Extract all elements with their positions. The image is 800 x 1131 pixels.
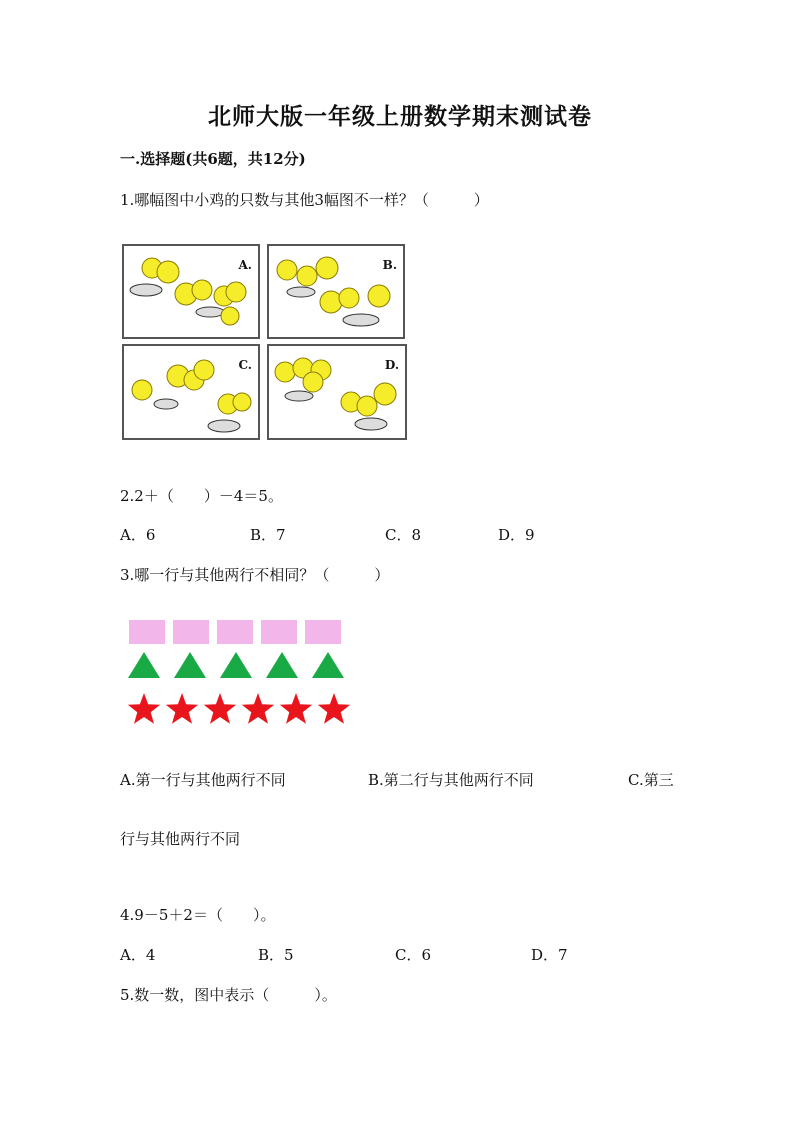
question-3: 3.哪一行与其他两行不相同？（ ） [120, 566, 390, 584]
panel-a-label: A. [238, 258, 252, 272]
panel-b [267, 244, 405, 339]
shape-rows-figure [120, 610, 360, 735]
triangle-shape [312, 652, 344, 678]
star-shape [242, 693, 274, 724]
star-shape [318, 693, 350, 724]
question-2: 2.2＋（ ）－4＝5。 [120, 487, 283, 505]
panel-a [122, 244, 260, 339]
q2-option-a[interactable]: A．6 [120, 526, 156, 544]
triangle-shape [174, 652, 206, 678]
chicks-illustration [124, 346, 262, 442]
star-shape [204, 693, 236, 724]
q3-option-c-wrap[interactable]: 行与其他两行不同 [120, 830, 241, 848]
question-5: 5.数一数，图中表示（ ）。 [120, 986, 337, 1004]
triangle-shape [220, 652, 252, 678]
panel-c-label: C. [238, 358, 252, 372]
chicks-illustration [269, 246, 407, 341]
question-1: 1.哪幅图中小鸡的只数与其他3幅图不一样？（ ） [120, 191, 489, 209]
q2-option-b[interactable]: B．7 [250, 526, 286, 544]
triangle-shape [266, 652, 298, 678]
q4-option-a[interactable]: A．4 [120, 946, 156, 964]
q3-option-c[interactable]: C.第三 [628, 771, 674, 789]
q2-option-c[interactable]: C．8 [385, 526, 422, 544]
chicks-illustration [269, 346, 409, 442]
triangle-shape [128, 652, 160, 678]
q2-option-d[interactable]: D．9 [498, 526, 535, 544]
panel-b-label: B. [382, 258, 397, 272]
panel-d [267, 344, 407, 440]
star-shape [166, 693, 198, 724]
section-heading: 一.选择题(共6题，共12分) [120, 150, 306, 168]
q4-option-c[interactable]: C．6 [395, 946, 432, 964]
q3-option-a[interactable]: A.第一行与其他两行不同 [120, 771, 286, 789]
panel-d-label: D. [384, 358, 399, 372]
q4-option-b[interactable]: B．5 [258, 946, 294, 964]
chicks-illustration [124, 246, 262, 341]
page-title: 北师大版一年级上册数学期末测试卷 [208, 103, 592, 130]
q3-option-b[interactable]: B.第二行与其他两行不同 [368, 771, 534, 789]
q4-option-d[interactable]: D．7 [531, 946, 568, 964]
star-shape [280, 693, 312, 724]
rectangle-shape [261, 620, 297, 644]
rectangle-shape [173, 620, 209, 644]
rectangle-shape [217, 620, 253, 644]
rectangle-shape [129, 620, 165, 644]
panel-c [122, 344, 260, 440]
star-shape [128, 693, 160, 724]
rectangle-shape [305, 620, 341, 644]
question-4: 4.9－5＋2＝（ ）。 [120, 906, 276, 924]
